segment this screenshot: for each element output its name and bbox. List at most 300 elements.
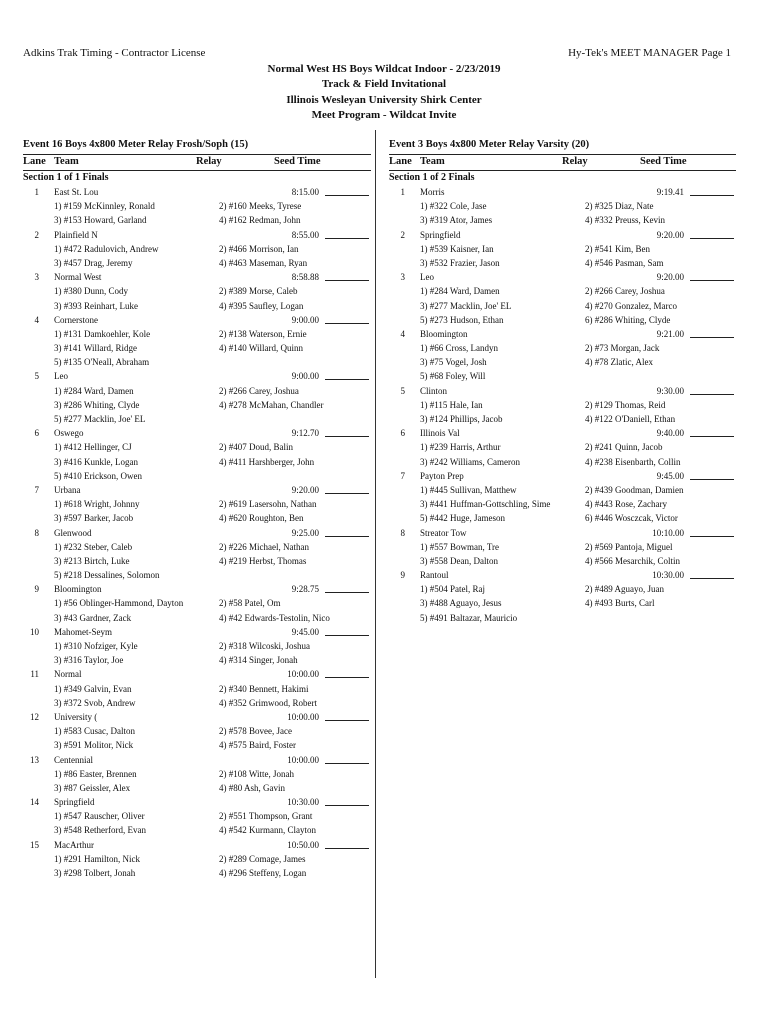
athlete-name: 5) #277 Macklin, Joe' EL [54, 414, 146, 424]
entry-row [389, 185, 736, 199]
athlete-name: 1) #232 Steber, Caleb [54, 541, 133, 552]
event-column-left [23, 138, 371, 880]
seed-time: 10:00.00 [287, 754, 319, 765]
athlete-name: 1) #349 Galvin, Evan [54, 683, 132, 694]
header-team: Team [420, 156, 445, 167]
result-blank-line [325, 720, 369, 721]
header-team: Team [54, 156, 79, 167]
seed-time: 9:21.00 [656, 328, 684, 339]
entry-row [389, 568, 736, 582]
athlete-name: 5) #491 Baltazar, Mauricio [420, 612, 518, 623]
seed-time: 10:50.00 [287, 839, 319, 850]
seed-time: 8:58.88 [291, 272, 319, 283]
event-title: Event 16 Boys 4x800 Meter Relay Frosh/Soph (15) [23, 139, 249, 150]
athlete-name: 3) #286 Whiting, Clyde [54, 399, 140, 410]
athlete-row [389, 582, 736, 596]
athlete-row [23, 455, 371, 469]
athlete-name: 3) #316 Taylor, Joe [54, 655, 124, 666]
athlete-row [23, 639, 371, 653]
athlete-row [389, 540, 736, 554]
seed-time: 9:00.00 [291, 371, 319, 382]
athlete-row [23, 199, 371, 213]
athlete-name: 3) #319 Ator, James [420, 215, 493, 226]
header-right: Hy-Tek's MEET MANAGER Page 1 [568, 47, 731, 59]
seed-time: 9:20.00 [291, 484, 319, 495]
section-title: Section 1 of 2 Finals [389, 172, 475, 183]
athlete-row [389, 299, 736, 313]
athlete-name: 3) #532 Frazier, Jason [420, 257, 500, 268]
athlete-name: 2) #389 Morse, Caleb [219, 286, 298, 297]
athlete-name: 3) #43 Gardner, Zack [54, 612, 132, 623]
lane-number: 15 [30, 839, 39, 850]
entry-row [389, 228, 736, 242]
athlete-name: 3) #591 Molitor, Nick [54, 740, 134, 751]
lane-number: 3 [400, 272, 405, 283]
athlete-name: 2) #340 Bennett, Hakimi [219, 683, 309, 694]
lane-number: 11 [30, 669, 39, 680]
athlete-row [23, 469, 371, 483]
athlete-name: 2) #439 Goodman, Damien [585, 484, 684, 495]
result-blank-line [325, 848, 369, 849]
athlete-name: 4) #78 Zlatic, Alex [585, 357, 653, 368]
athlete-name: 1) #291 Hamilton, Nick [54, 853, 140, 864]
lane-number: 1 [400, 187, 405, 197]
athlete-row [23, 852, 371, 866]
athlete-name: 2) #289 Comage, James [219, 853, 306, 864]
athlete-name: 3) #87 Geissler, Alex [54, 782, 131, 793]
athlete-name: 2) #578 Bovee, Jace [219, 726, 292, 737]
header-seed-time: Seed Time [274, 156, 321, 167]
athlete-name: 4) #566 Mesarchik, Coltin [585, 555, 680, 566]
result-blank-line [690, 436, 734, 437]
entry-row [23, 838, 371, 852]
athlete-name: 1) #322 Cole, Jase [420, 201, 487, 212]
entry-row [23, 313, 371, 327]
header-relay: Relay [562, 156, 588, 167]
athlete-name: 3) #393 Reinhart, Luke [54, 300, 138, 311]
lane-number: 8 [34, 527, 39, 538]
lane-number: 5 [34, 371, 39, 382]
lane-number: 5 [400, 385, 405, 396]
entry-row [23, 710, 371, 724]
result-blank-line [325, 238, 369, 239]
athlete-row [389, 483, 736, 497]
athlete-row [389, 455, 736, 469]
result-blank-line [325, 436, 369, 437]
athlete-name: 3) #141 Willard, Ridge [54, 343, 137, 354]
team-name: Plainfield N [54, 229, 98, 240]
athlete-row [389, 440, 736, 454]
result-blank-line [325, 635, 369, 636]
lane-number: 7 [400, 470, 405, 481]
athlete-row [23, 724, 371, 738]
athlete-name: 1) #56 Oblinger-Hammond, Dayton [54, 598, 184, 609]
athlete-name: 5) #442 Huge, Jameson [420, 513, 505, 524]
athlete-name: 1) #557 Bowman, Tre [420, 541, 500, 552]
athlete-row [23, 398, 371, 412]
athlete-row [389, 596, 736, 610]
header-lane: Lane [23, 156, 46, 167]
athlete-name: 4) #546 Pasman, Sam [585, 257, 664, 268]
entry-row [389, 426, 736, 440]
team-name: Cornerstone [54, 314, 98, 325]
seed-time: 9:28.75 [291, 584, 319, 595]
athlete-name: 4) #80 Ash, Gavin [219, 782, 285, 793]
lane-number: 1 [34, 187, 39, 197]
athlete-name: 2) #318 Wilcoski, Joshua [219, 641, 310, 651]
team-name: University ( [54, 711, 98, 722]
section-title: Section 1 of 1 Finals [23, 172, 109, 183]
header-seed-time: Seed Time [640, 156, 687, 167]
lane-number: 4 [400, 328, 405, 339]
athlete-row [23, 682, 371, 696]
athlete-row [23, 299, 371, 313]
column-header-row [389, 154, 736, 171]
athlete-name: 2) #489 Aguayo, Juan [585, 584, 664, 595]
athlete-row [23, 781, 371, 795]
athlete-name: 2) #325 Diaz, Nate [585, 201, 654, 212]
column-header-row [23, 154, 371, 171]
entry-row [23, 426, 371, 440]
athlete-name: 2) #73 Morgan, Jack [585, 343, 660, 354]
athlete-name: 2) #541 Kim, Ben [585, 243, 650, 254]
athlete-name: 1) #159 McKinnley, Ronald [54, 201, 155, 212]
athlete-name: 1) #583 Cusac, Dalton [54, 726, 135, 737]
athlete-name: 3) #242 Williams, Cameron [420, 456, 520, 467]
meet-title-line: Illinois Wesleyan University Shirk Center [286, 93, 482, 106]
athlete-row [23, 341, 371, 355]
athlete-row [23, 738, 371, 752]
event-title: Event 3 Boys 4x800 Meter Relay Varsity (20) [389, 139, 590, 150]
team-name: Urbana [54, 484, 81, 495]
lane-number: 3 [34, 272, 39, 283]
athlete-name: 3) #488 Aguayo, Jesus [420, 598, 502, 609]
athlete-row [389, 497, 736, 511]
athlete-row [389, 256, 736, 270]
athlete-name: 4) #238 Eisenbarth, Collin [585, 456, 681, 467]
seed-time: 9:30.00 [656, 385, 684, 396]
athlete-name: 4) #411 Harshberger, John [219, 456, 315, 467]
athlete-row [23, 568, 371, 582]
athlete-name: 1) #547 Rauscher, Oliver [54, 811, 145, 822]
entry-row [23, 228, 371, 242]
team-name: Oswego [54, 428, 84, 439]
team-name: Normal [54, 669, 82, 680]
lane-number: 4 [34, 314, 39, 325]
lane-number: 7 [34, 484, 39, 495]
athlete-name: 1) #539 Kaisner, Ian [420, 243, 494, 254]
seed-time: 8:15.00 [291, 187, 319, 197]
athlete-name: 1) #472 Radulovich, Andrew [54, 243, 159, 254]
athlete-name: 2) #226 Michael, Nathan [219, 541, 309, 552]
result-blank-line [690, 578, 734, 579]
result-blank-line [325, 379, 369, 380]
athlete-name: 1) #284 Ward, Damen [420, 286, 500, 297]
seed-time: 9:12.70 [291, 428, 319, 439]
lane-number: 6 [34, 428, 39, 439]
athlete-name: 3) #153 Howard, Garland [54, 215, 147, 226]
athlete-row [389, 313, 736, 327]
athlete-name: 4) #620 Roughton, Ben [219, 513, 304, 524]
entry-row [23, 185, 371, 199]
seed-time: 9:25.00 [291, 527, 319, 538]
athlete-name: 6) #286 Whiting, Clyde [585, 314, 671, 325]
meet-title-line: Meet Program - Wildcat Invite [311, 109, 457, 122]
athlete-name: 3) #558 Dean, Dalton [420, 555, 498, 566]
athlete-name: 4) #162 Redman, John [219, 215, 301, 226]
team-name: Bloomington [54, 584, 102, 595]
result-blank-line [690, 280, 734, 281]
athlete-row [23, 412, 371, 426]
athlete-name: 6) #446 Wosczcak, Victor [585, 513, 678, 524]
athlete-row [389, 242, 736, 256]
athlete-row [389, 412, 736, 426]
athlete-name: 4) #463 Maseman, Ryan [219, 257, 308, 268]
athlete-name: 2) #266 Carey, Joshua [219, 385, 299, 396]
team-name: Morris [420, 187, 445, 197]
lane-number: 2 [400, 229, 405, 240]
seed-time: 10:30.00 [287, 797, 319, 808]
team-name: Springfield [420, 229, 461, 240]
team-name: Glenwood [54, 527, 92, 538]
meet-title-line: Track & Field Invitational [321, 78, 447, 91]
athlete-name: 1) #131 Damkoehler, Kole [54, 328, 151, 339]
athlete-name: 4) #352 Grimwood, Robert [219, 697, 317, 708]
athlete-name: 4) #296 Steffeny, Logan [219, 868, 307, 878]
athlete-row [23, 554, 371, 568]
athlete-name: 4) #493 Burts, Carl [585, 598, 655, 609]
athlete-row [23, 384, 371, 398]
athlete-name: 3) #441 Huffman-Gottschling, Sime [420, 499, 551, 510]
entry-row [23, 795, 371, 809]
athlete-row [23, 767, 371, 781]
athlete-name: 3) #298 Tolbert, Jonah [54, 868, 136, 878]
seed-time: 10:00.00 [287, 711, 319, 722]
athlete-name: 4) #270 Gonzalez, Marco [585, 300, 677, 311]
result-blank-line [325, 805, 369, 806]
entry-row [23, 270, 371, 284]
athlete-name: 4) #575 Baird, Foster [219, 740, 296, 751]
entry-row [23, 483, 371, 497]
result-blank-line [690, 394, 734, 395]
seed-time: 9:20.00 [656, 272, 684, 283]
lane-number: 10 [30, 626, 39, 637]
athlete-name: 1) #66 Cross, Landyn [420, 343, 498, 354]
entry-row [23, 582, 371, 596]
lane-number: 13 [30, 754, 39, 765]
athlete-row [23, 596, 371, 610]
athlete-row [389, 398, 736, 412]
athlete-row [389, 213, 736, 227]
athlete-name: 2) #266 Carey, Joshua [585, 286, 665, 297]
athlete-name: 1) #86 Easter, Brennen [54, 768, 137, 779]
result-blank-line [690, 479, 734, 480]
athlete-name: 2) #619 Lasersohn, Nathan [219, 499, 317, 510]
athlete-name: 3) #597 Barker, Jacob [54, 513, 134, 524]
athlete-name: 2) #160 Meeks, Tyrese [219, 201, 302, 212]
seed-time: 9:45.00 [656, 470, 684, 481]
athlete-name: 4) #122 O'Daniell, Ethan [585, 414, 676, 424]
entry-row [389, 327, 736, 341]
event-column-right [389, 138, 736, 625]
team-name: Illinois Val [420, 428, 460, 439]
athlete-name: 3) #372 Svob, Andrew [54, 697, 136, 708]
athlete-row [389, 511, 736, 525]
team-name: Leo [420, 272, 434, 283]
team-name: Streator Tow [420, 527, 467, 538]
athlete-name: 1) #618 Wright, Johnny [54, 499, 140, 510]
entry-row [23, 526, 371, 540]
team-name: Centennial [54, 754, 93, 765]
athlete-name: 2) #138 Waterson, Ernie [219, 328, 307, 339]
entry-row [389, 526, 736, 540]
athlete-row [23, 866, 371, 880]
athlete-name: 3) #75 Vogel, Josh [420, 357, 487, 368]
athlete-row [23, 696, 371, 710]
athlete-row [389, 284, 736, 298]
athlete-row [23, 213, 371, 227]
athlete-row [23, 540, 371, 554]
athlete-name: 1) #115 Hale, Ian [420, 399, 483, 410]
athlete-name: 4) #542 Kurmann, Clayton [219, 825, 316, 836]
athlete-row [389, 355, 736, 369]
team-name: Springfield [54, 797, 95, 808]
athlete-row [23, 653, 371, 667]
athlete-row [23, 327, 371, 341]
result-blank-line [325, 763, 369, 764]
athlete-name: 2) #108 Witte, Jonah [219, 768, 294, 779]
athlete-name: 4) #443 Rose, Zachary [585, 499, 667, 510]
athlete-row [389, 554, 736, 568]
athlete-name: 1) #504 Patel, Raj [420, 584, 485, 595]
team-name: Leo [54, 371, 68, 382]
athlete-name: 4) #278 McMahan, Chandler [219, 399, 324, 410]
athlete-name: 5) #218 Dessalines, Solomon [54, 570, 160, 581]
result-blank-line [325, 536, 369, 537]
header-lane: Lane [389, 156, 412, 167]
meet-title-block [0, 62, 768, 124]
athlete-name: 5) #410 Erickson, Owen [54, 470, 142, 481]
athlete-name: 3) #416 Kunkle, Logan [54, 456, 138, 467]
athlete-row [23, 355, 371, 369]
entry-row [389, 384, 736, 398]
athlete-name: 2) #241 Quinn, Jacob [585, 442, 663, 453]
athlete-row [23, 809, 371, 823]
team-name: Bloomington [420, 328, 468, 339]
athlete-row [23, 284, 371, 298]
result-blank-line [325, 592, 369, 593]
athlete-name: 4) #140 Willard, Quinn [219, 343, 303, 354]
entry-row [23, 369, 371, 383]
athlete-name: 2) #58 Patel, Om [219, 598, 281, 609]
athlete-name: 1) #380 Dunn, Cody [54, 286, 128, 297]
lane-number: 12 [30, 711, 39, 722]
result-blank-line [325, 195, 369, 196]
seed-time: 10:30.00 [652, 570, 684, 581]
entry-row [23, 667, 371, 681]
athlete-row [23, 440, 371, 454]
team-name: Normal West [54, 272, 102, 283]
athlete-name: 2) #551 Thompson, Grant [219, 811, 313, 822]
result-blank-line [325, 677, 369, 678]
entry-row [389, 469, 736, 483]
seed-time: 9:45.00 [291, 626, 319, 637]
result-blank-line [325, 323, 369, 324]
team-name: Clinton [420, 385, 448, 396]
athlete-row [23, 511, 371, 525]
team-name: Rantoul [420, 570, 449, 581]
athlete-name: 3) #548 Retherford, Evan [54, 825, 146, 836]
lane-number: 8 [400, 527, 405, 538]
result-blank-line [325, 280, 369, 281]
athlete-row [23, 611, 371, 625]
athlete-row [23, 256, 371, 270]
athlete-name: 4) #314 Singer, Jonah [219, 655, 298, 666]
athlete-name: 2) #407 Doud, Balin [219, 442, 293, 453]
athlete-name: 3) #124 Phillips, Jacob [420, 414, 503, 424]
athlete-name: 2) #129 Thomas, Reid [585, 399, 666, 410]
seed-time: 8:55.00 [291, 229, 319, 240]
seed-time: 9:00.00 [291, 314, 319, 325]
athlete-row [389, 341, 736, 355]
seed-time: 9:20.00 [656, 229, 684, 240]
entry-row [23, 753, 371, 767]
athlete-name: 3) #457 Drag, Jeremy [54, 257, 133, 268]
lane-number: 9 [400, 570, 405, 581]
athlete-row [389, 611, 736, 625]
lane-number: 2 [34, 229, 39, 240]
athlete-name: 5) #135 O'Neall, Abraham [54, 357, 150, 368]
seed-time: 10:10.00 [652, 527, 684, 538]
seed-time: 10:00.00 [287, 669, 319, 680]
lane-number: 14 [30, 797, 39, 808]
header-left: Adkins Trak Timing - Contractor License [23, 47, 206, 59]
team-name: MacArthur [54, 839, 94, 850]
team-name: Mahomet-Seym [54, 626, 112, 637]
lane-number: 9 [34, 584, 39, 595]
athlete-name: 4) #42 Edwards-Testolin, Nico [219, 612, 330, 623]
athlete-name: 1) #445 Sullivan, Matthew [420, 484, 517, 495]
result-blank-line [690, 238, 734, 239]
athlete-name: 3) #277 Macklin, Joe' EL [420, 300, 512, 311]
result-blank-line [325, 493, 369, 494]
result-blank-line [690, 536, 734, 537]
athlete-row [23, 497, 371, 511]
athlete-name: 5) #68 Foley, Will [420, 371, 486, 382]
athlete-row [23, 242, 371, 256]
athlete-name: 1) #310 Nofziger, Kyle [54, 641, 138, 651]
athlete-name: 2) #466 Morrison, Ian [219, 243, 299, 254]
athlete-name: 1) #284 Ward, Damen [54, 385, 134, 396]
result-blank-line [690, 337, 734, 338]
result-blank-line [690, 195, 734, 196]
athlete-name: 4) #332 Preuss, Kevin [585, 215, 665, 226]
entry-row [23, 625, 371, 639]
lane-number: 6 [400, 428, 405, 439]
athlete-row [23, 823, 371, 837]
athlete-name: 2) #569 Pantoja, Miguel [585, 541, 673, 552]
athlete-name: 5) #273 Hudson, Ethan [420, 314, 504, 325]
seed-time: 9:40.00 [656, 428, 684, 439]
team-name: Payton Prep [420, 470, 464, 481]
header-relay: Relay [196, 156, 222, 167]
column-divider [375, 130, 376, 978]
athlete-name: 1) #412 Hellinger, CJ [54, 442, 132, 453]
team-name: East St. Lou [54, 187, 99, 197]
entry-row [389, 270, 736, 284]
meet-title-line: Normal West HS Boys Wildcat Indoor - 2/23/2019 [267, 63, 501, 75]
athlete-row [389, 199, 736, 213]
